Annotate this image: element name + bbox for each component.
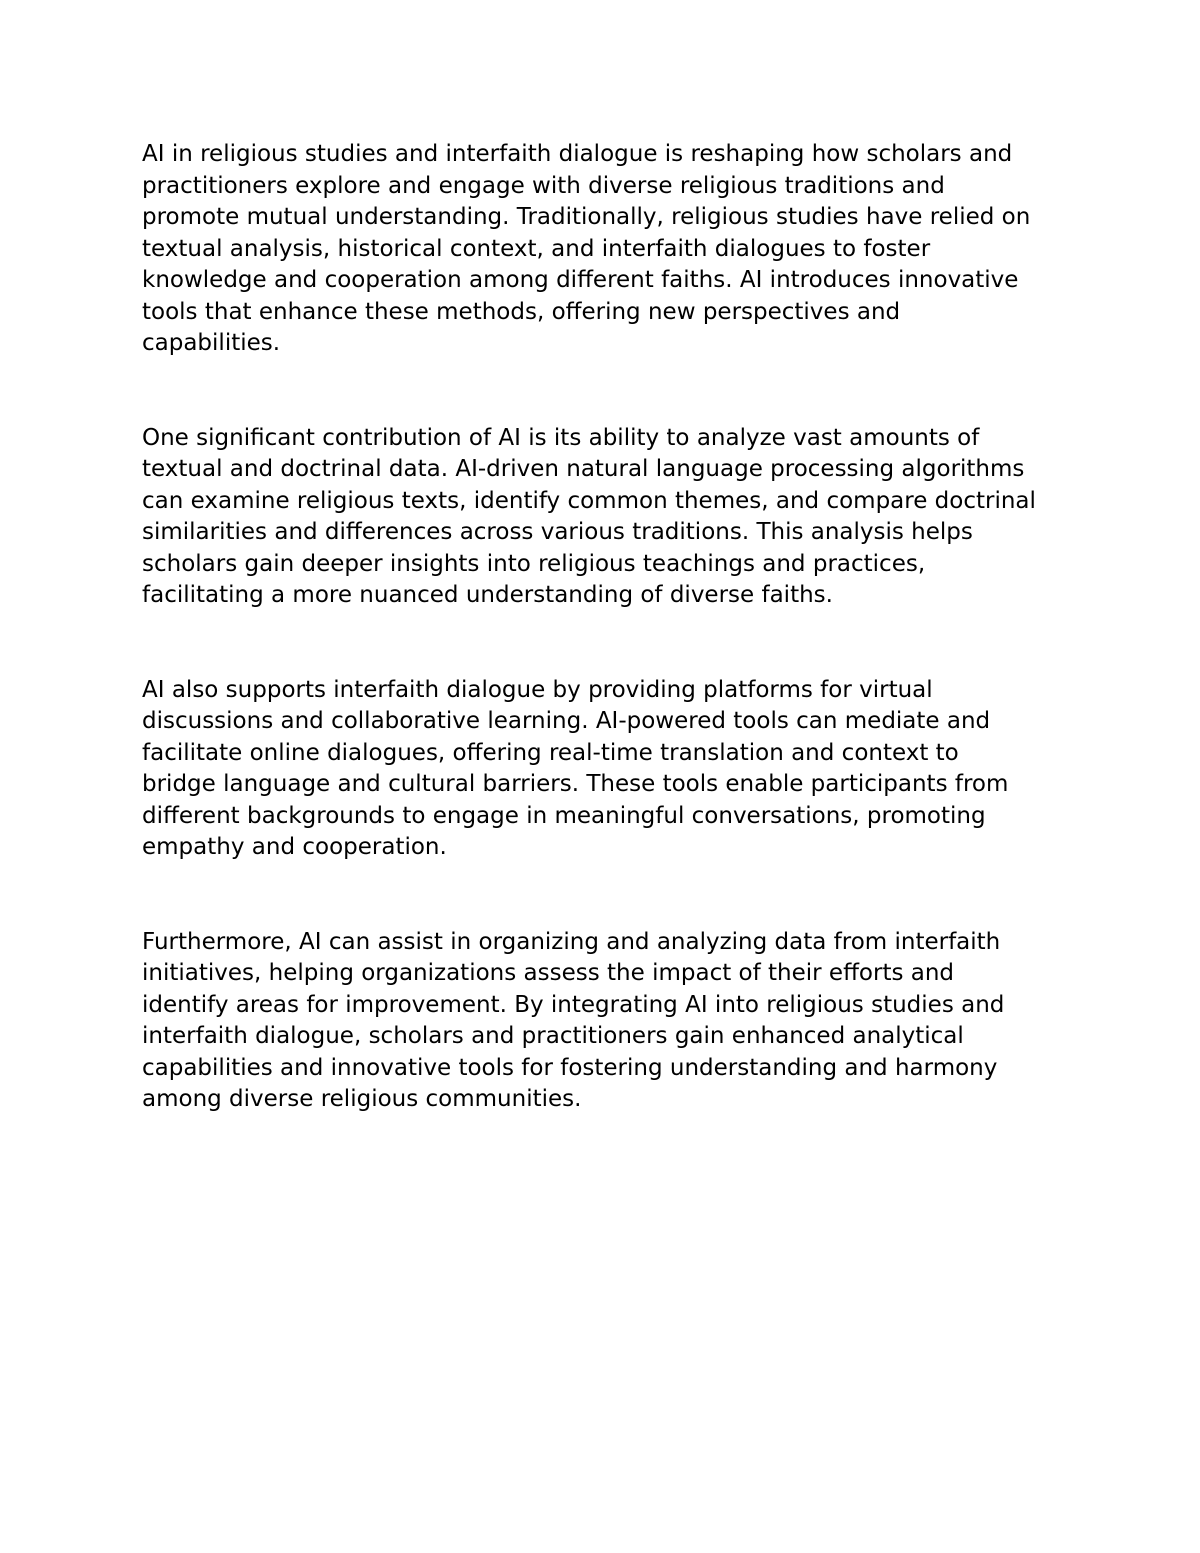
paragraph-1: AI in religious studies and interfaith dialogue is reshaping how scholars and practitioners explore and engage with diverse religious traditions and promote mutual understanding. Traditionally, religious studies have relied on textual analysis, historical context, and interfaith dialogues to foster knowledge and cooperation among different faiths. AI introduces innovative tools that enhance these methods, offering new perspectives and capabilities. — [142, 141, 1031, 356]
paragraph-3: AI also supports interfaith dialogue by providing platforms for virtual discussions and collaborative learning. AI-powered tools can mediate and facilitate online dialogues, offering real-time translation and context to bridge language and cultural barriers. These tools enable participants from different backgrounds to engage in meaningful conversations, promoting empathy and cooperation. — [142, 676, 1009, 860]
paragraph-4: Furthermore, AI can assist in organizing and analyzing data from interfaith initiatives, helping organizations assess the impact of their efforts and identify areas for improvement. By integrating AI into religious studies and interfaith dialogue, scholars and practitioners gain enhanced analytical capabilities and innovative tools for fostering understanding and harmony among diverse religious communities. — [142, 928, 1005, 1112]
paragraph-2: One significant contribution of AI is its ability to analyze vast amounts of textual and doctrinal data. AI-driven natural language processing algorithms can examine religious texts, identify common themes, and compare doctrinal similarities and differences across various traditions. This analysis helps scholars gain deeper insights into religious teachings and practices, facilitating a more nuanced understanding of diverse faiths. — [142, 424, 1036, 608]
document-body — [142, 139, 1072, 1116]
